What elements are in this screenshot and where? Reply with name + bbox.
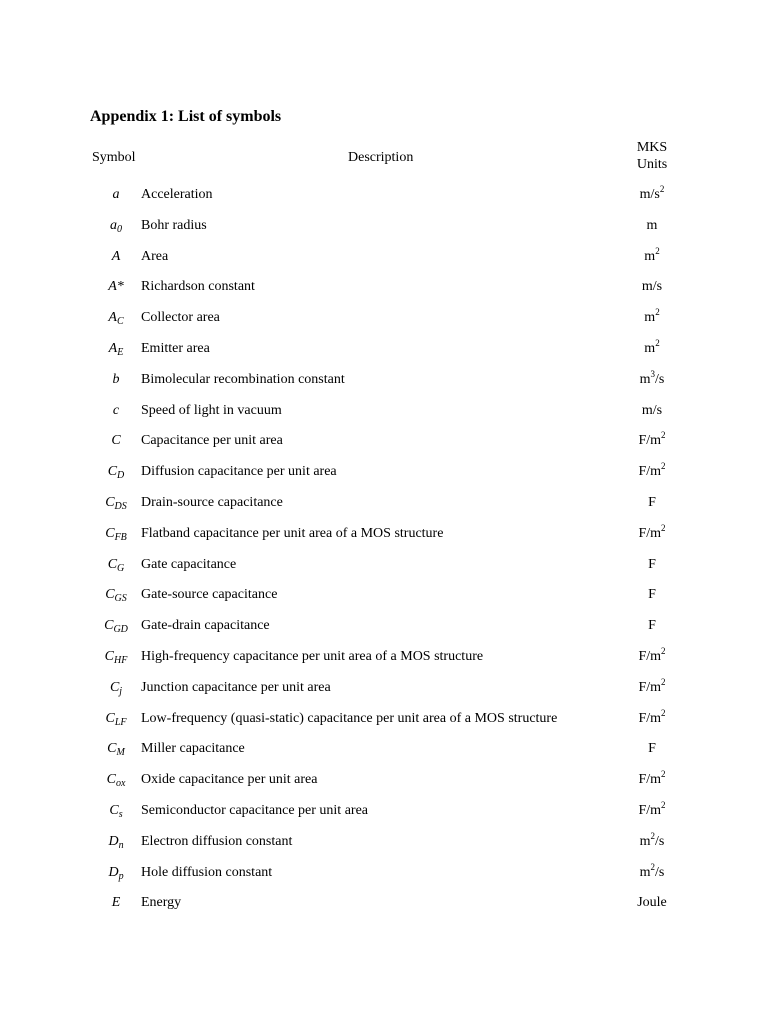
- symbol-subscript: ox: [115, 778, 126, 790]
- table-row: [0, 366, 768, 397]
- symbol-subscript: C: [116, 316, 124, 328]
- symbol-cell: [96, 218, 136, 234]
- units-cell: [622, 895, 682, 911]
- units-cell: [622, 430, 682, 449]
- table-row: [0, 304, 768, 335]
- units-text: F/m: [638, 772, 662, 788]
- units-cell: [622, 676, 682, 696]
- symbol-cell: [96, 433, 136, 449]
- symbol-text: b: [112, 371, 120, 387]
- symbol-cell: [96, 341, 136, 357]
- units-cell: [622, 587, 682, 603]
- description-cell: Gate-source capacitance: [141, 587, 278, 603]
- table-row: [0, 489, 768, 520]
- symbol-subscript: D: [117, 470, 125, 482]
- description-cell: Low-frequency (quasi-static) capacitance per unit area of a MOS structure: [141, 710, 558, 726]
- table-row: [0, 397, 768, 428]
- units-superscript: 2: [655, 245, 660, 256]
- description-cell: Capacitance per unit area: [141, 433, 283, 449]
- units-text: m/s: [639, 187, 660, 202]
- description-cell: Flatband capacitance per unit area of a MOS structure: [141, 525, 444, 541]
- column-header-units-line1: MKS: [636, 140, 668, 155]
- symbol-text: D: [108, 833, 119, 849]
- units-cell: [622, 830, 682, 850]
- units-text: m: [644, 310, 656, 326]
- symbol-text: C: [104, 618, 114, 634]
- units-cell: [622, 403, 682, 419]
- units-cell: [622, 495, 682, 511]
- description-cell: Collector area: [141, 310, 220, 326]
- units-superscript: 2: [650, 861, 656, 872]
- units-cell: [622, 368, 682, 388]
- symbol-cell: [96, 187, 136, 203]
- units-superscript: 2: [655, 307, 660, 318]
- symbol-subscript: GD: [113, 624, 128, 636]
- symbol-subscript: M: [116, 747, 125, 759]
- description-cell: Oxide capacitance per unit area: [141, 772, 318, 788]
- units-cell: [622, 184, 682, 203]
- units-text: F: [648, 741, 656, 757]
- page-title: Appendix 1: List of symbols: [90, 108, 282, 125]
- symbol-cell: [96, 403, 136, 419]
- units-cell: [622, 307, 682, 326]
- symbol-text: A: [108, 340, 118, 356]
- units-superscript: 2: [661, 707, 666, 718]
- symbol-subscript: 0: [117, 223, 122, 235]
- table-row: [0, 243, 768, 274]
- units-text: F: [648, 494, 656, 510]
- units-text: F/m: [638, 464, 662, 480]
- column-header-units-line2: Units: [636, 157, 668, 172]
- table-row: [0, 766, 768, 797]
- description-cell: Semiconductor capacitance per unit area: [141, 802, 368, 818]
- symbol-text: A*: [108, 279, 124, 295]
- units-cell: [622, 861, 682, 881]
- units-cell: [622, 645, 682, 665]
- symbol-text: a: [110, 217, 117, 233]
- symbol-text: A: [111, 248, 121, 264]
- symbol-text: C: [105, 587, 115, 603]
- symbol-text: C: [111, 433, 121, 449]
- table-row: [0, 212, 768, 243]
- units-cell: [622, 741, 682, 757]
- description-cell: Drain-source capacitance: [141, 494, 283, 510]
- units-text: F/m: [638, 710, 662, 726]
- symbol-cell: [96, 680, 136, 696]
- symbol-text: C: [105, 710, 115, 726]
- units-superscript: 2: [661, 645, 666, 656]
- units-cell: [622, 218, 682, 234]
- table-row: [0, 181, 768, 212]
- symbol-text: C: [109, 802, 119, 818]
- symbol-subscript: FB: [114, 531, 127, 543]
- symbol-cell: [96, 741, 136, 757]
- symbol-text: C: [109, 679, 120, 695]
- symbol-text: C: [105, 525, 115, 541]
- units-superscript: 2: [661, 430, 666, 441]
- symbol-text: a: [112, 187, 120, 202]
- table-row: [0, 735, 768, 766]
- symbol-cell: [96, 310, 136, 326]
- symbol-subscript: HF: [114, 654, 128, 666]
- units-text: m: [644, 340, 656, 356]
- units-text: F: [648, 587, 656, 603]
- symbol-cell: [96, 895, 136, 911]
- units-text: m: [639, 833, 651, 849]
- table-row: [0, 674, 768, 705]
- symbol-cell: [96, 587, 136, 603]
- symbol-text: C: [107, 741, 117, 757]
- table-row: [0, 859, 768, 890]
- symbol-cell: [96, 249, 136, 265]
- symbol-text: D: [108, 864, 119, 880]
- units-text: m: [644, 248, 656, 264]
- units-text: F/m: [638, 525, 662, 541]
- symbol-subscript: s: [118, 808, 123, 820]
- units-superscript: 2: [650, 830, 656, 841]
- symbol-text: E: [111, 895, 121, 911]
- table-row: [0, 273, 768, 304]
- units-superscript: 2: [661, 799, 666, 810]
- units-text: F/m: [638, 679, 662, 695]
- symbol-text: C: [107, 556, 118, 572]
- units-text: F: [648, 618, 656, 634]
- units-tail: /s: [655, 833, 665, 849]
- description-cell: Junction capacitance per unit area: [141, 679, 331, 695]
- units-cell: [622, 618, 682, 634]
- symbol-subscript: n: [118, 839, 124, 851]
- units-text: m: [639, 864, 651, 880]
- symbol-cell: [96, 772, 136, 788]
- units-cell: [622, 461, 682, 480]
- symbol-cell: [96, 649, 136, 665]
- units-cell: [622, 769, 682, 788]
- symbol-subscript: DS: [114, 500, 127, 512]
- table-row: [0, 581, 768, 612]
- symbol-subscript: p: [118, 870, 124, 882]
- units-text: F/m: [638, 648, 662, 664]
- symbols-table: [0, 181, 768, 920]
- symbol-cell: [96, 865, 136, 881]
- units-superscript: 2: [661, 522, 666, 533]
- symbol-cell: [96, 834, 136, 850]
- symbol-text: C: [104, 648, 114, 664]
- units-cell: [622, 337, 682, 357]
- symbol-cell: [96, 711, 136, 727]
- description-cell: Bohr radius: [141, 217, 207, 233]
- description-cell: Bimolecular recombination constant: [141, 371, 345, 387]
- table-row: [0, 797, 768, 828]
- symbol-cell: [96, 464, 136, 480]
- symbol-subscript: j: [119, 685, 123, 697]
- description-cell: High-frequency capacitance per unit area of a MOS structure: [141, 648, 484, 664]
- units-superscript: 2: [659, 184, 665, 194]
- column-header-units: [622, 139, 682, 173]
- description-cell: Emitter area: [141, 340, 210, 356]
- table-row: [0, 643, 768, 674]
- symbol-text: C: [107, 464, 118, 480]
- units-cell: [622, 707, 682, 727]
- units-cell: [622, 799, 682, 819]
- symbol-text: C: [105, 494, 115, 510]
- table-row: [0, 889, 768, 920]
- symbol-subscript: E: [117, 346, 124, 358]
- units-superscript: 3: [650, 368, 656, 379]
- units-text: m/s: [641, 279, 663, 295]
- column-header-symbol: Symbol: [92, 150, 136, 165]
- symbol-cell: [96, 803, 136, 819]
- symbol-cell: [96, 279, 136, 295]
- symbol-cell: [96, 618, 136, 634]
- units-text: F/m: [638, 433, 662, 449]
- units-text: Joule: [637, 895, 667, 911]
- description-cell: Speed of light in vacuum: [141, 402, 282, 418]
- units-text: F: [648, 556, 656, 572]
- table-row: [0, 335, 768, 366]
- column-header-description: Description: [348, 150, 414, 165]
- table-row: [0, 458, 768, 489]
- units-superscript: 2: [661, 461, 666, 472]
- units-cell: [622, 522, 682, 542]
- description-cell: Area: [141, 248, 169, 264]
- description-cell: Electron diffusion constant: [141, 833, 293, 849]
- symbol-subscript: GS: [114, 593, 127, 605]
- units-text: m: [639, 371, 651, 387]
- units-text: F/m: [638, 802, 662, 818]
- table-row: [0, 427, 768, 458]
- symbol-cell: [96, 557, 136, 573]
- units-superscript: 2: [661, 676, 666, 687]
- description-cell: Miller capacitance: [141, 741, 245, 757]
- units-cell: [622, 245, 682, 265]
- symbol-cell: [96, 495, 136, 511]
- units-superscript: 2: [661, 769, 666, 780]
- symbol-text: C: [106, 772, 116, 788]
- description-cell: Energy: [141, 895, 182, 911]
- table-row: [0, 705, 768, 736]
- units-cell: [622, 557, 682, 573]
- table-row: [0, 612, 768, 643]
- symbol-text: c: [112, 402, 120, 418]
- table-row: [0, 828, 768, 859]
- symbol-text: A: [108, 310, 117, 326]
- units-tail: /s: [655, 864, 665, 880]
- symbol-cell: [96, 372, 136, 388]
- description-cell: Acceleration: [141, 187, 213, 202]
- table-row: [0, 551, 768, 582]
- units-cell: [622, 279, 682, 295]
- units-text: m/s: [641, 402, 663, 418]
- units-text: m: [646, 217, 658, 233]
- description-cell: Richardson constant: [141, 279, 255, 295]
- units-superscript: 2: [655, 337, 660, 348]
- description-cell: Gate capacitance: [141, 556, 237, 572]
- description-cell: Gate-drain capacitance: [141, 618, 270, 634]
- symbol-subscript: G: [117, 562, 125, 574]
- description-cell: Diffusion capacitance per unit area: [141, 464, 337, 480]
- symbol-cell: [96, 526, 136, 542]
- units-tail: /s: [655, 371, 665, 387]
- description-cell: Hole diffusion constant: [141, 864, 273, 880]
- table-row: [0, 520, 768, 551]
- symbol-subscript: LF: [114, 716, 127, 728]
